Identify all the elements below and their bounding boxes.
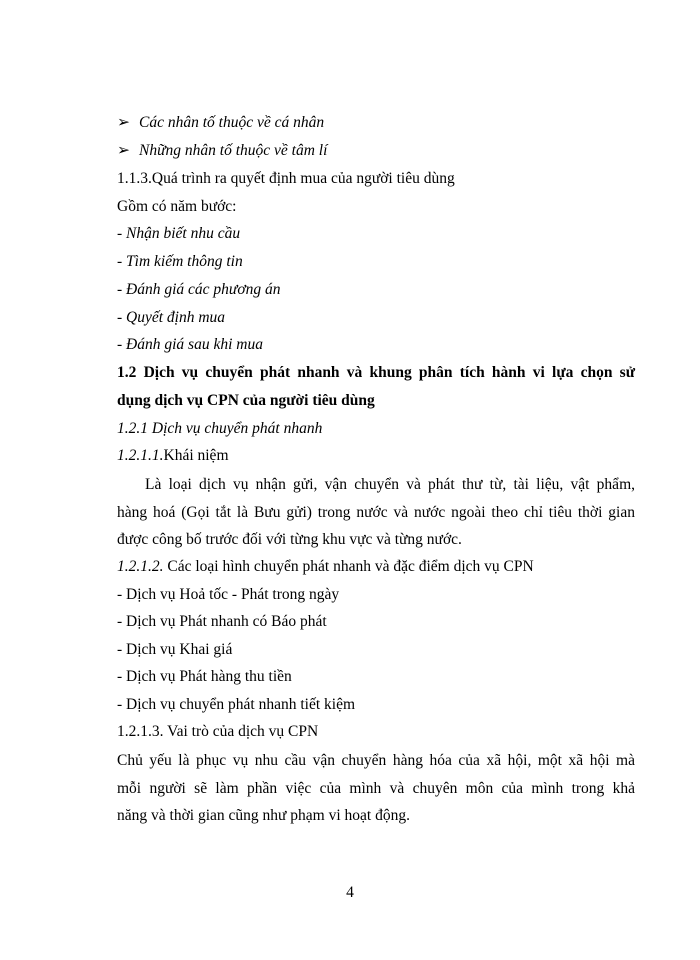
section-heading-1-2-1-2 [117, 557, 635, 577]
step-item: - Tìm kiếm thông tin [117, 253, 243, 270]
service-item: - Dịch vụ Phát hàng thu tiền [117, 668, 292, 685]
section-heading-1-2-1: 1.2.1 Dịch vụ chuyển phát nhanh [117, 420, 323, 437]
bullet-text: Những nhân tố thuộc về tâm lí [139, 142, 328, 159]
service-item: - Dịch vụ Khai giá [117, 641, 233, 658]
step-item: - Nhận biết nhu cầu [117, 225, 241, 242]
section-heading-1-2-1-3: 1.2.1.3. Vai trò của dịch vụ CPN [117, 723, 319, 740]
service-item: - Dịch vụ chuyển phát nhanh tiết kiệm [117, 696, 356, 713]
section-heading-1-2-line1: 1.2 Dịch vụ chuyển phát nhanh và khung phân tích hành vi lựa chọn sử [117, 364, 635, 381]
steps-intro: Gồm có năm bước: [117, 198, 237, 215]
heading-number: 1.2.1.2. [117, 558, 164, 575]
section-heading-1-2-1-1 [117, 446, 635, 466]
heading-title: Khái niệm [163, 447, 229, 464]
paragraph-line: hàng hoá (Gọi tắt là Bưu gửi) trong nước và nước ngoài theo chỉ tiêu thời gian [117, 504, 635, 521]
heading-number: 1.2.1.1. [117, 447, 164, 464]
arrow-bullet-icon: ➢ [117, 114, 130, 131]
bullet-text: Các nhân tố thuộc về cá nhân [139, 114, 325, 131]
step-item: - Quyết định mua [117, 309, 226, 326]
service-item: - Dịch vụ Hoả tốc - Phát trong ngày [117, 586, 340, 603]
section-heading-1-1-3: 1.1.3.Quá trình ra quyết định mua của người tiêu dùng [117, 170, 455, 187]
page-number: 4 [346, 884, 354, 901]
bullet-item [117, 141, 635, 161]
arrow-bullet-icon: ➢ [117, 142, 130, 159]
paragraph-line: mỗi người sẽ làm phần việc của mình và chuyên môn của mình trong khả [117, 780, 635, 797]
paragraph-line: năng và thời gian cũng như phạm vi hoạt động. [117, 807, 410, 824]
service-item: - Dịch vụ Phát nhanh có Báo phát [117, 613, 327, 630]
heading-title: Các loại hình chuyển phát nhanh và đặc điểm dịch vụ CPN [163, 558, 534, 575]
step-item: - Đánh giá sau khi mua [117, 336, 263, 353]
paragraph-line: Chủ yếu là phục vụ nhu cầu vận chuyển hàng hóa của xã hội, một xã hội mà [117, 752, 635, 769]
section-heading-1-2-line2: dụng dịch vụ CPN của người tiêu dùng [117, 392, 375, 409]
paragraph-line: được công bố trước đối với từng khu vực và từng nước. [117, 531, 462, 548]
paragraph-line: Là loại dịch vụ nhận gửi, vận chuyển và phát thư từ, tài liệu, vật phẩm, [145, 476, 635, 493]
step-item: - Đánh giá các phương án [117, 281, 281, 298]
bullet-item [117, 113, 635, 133]
